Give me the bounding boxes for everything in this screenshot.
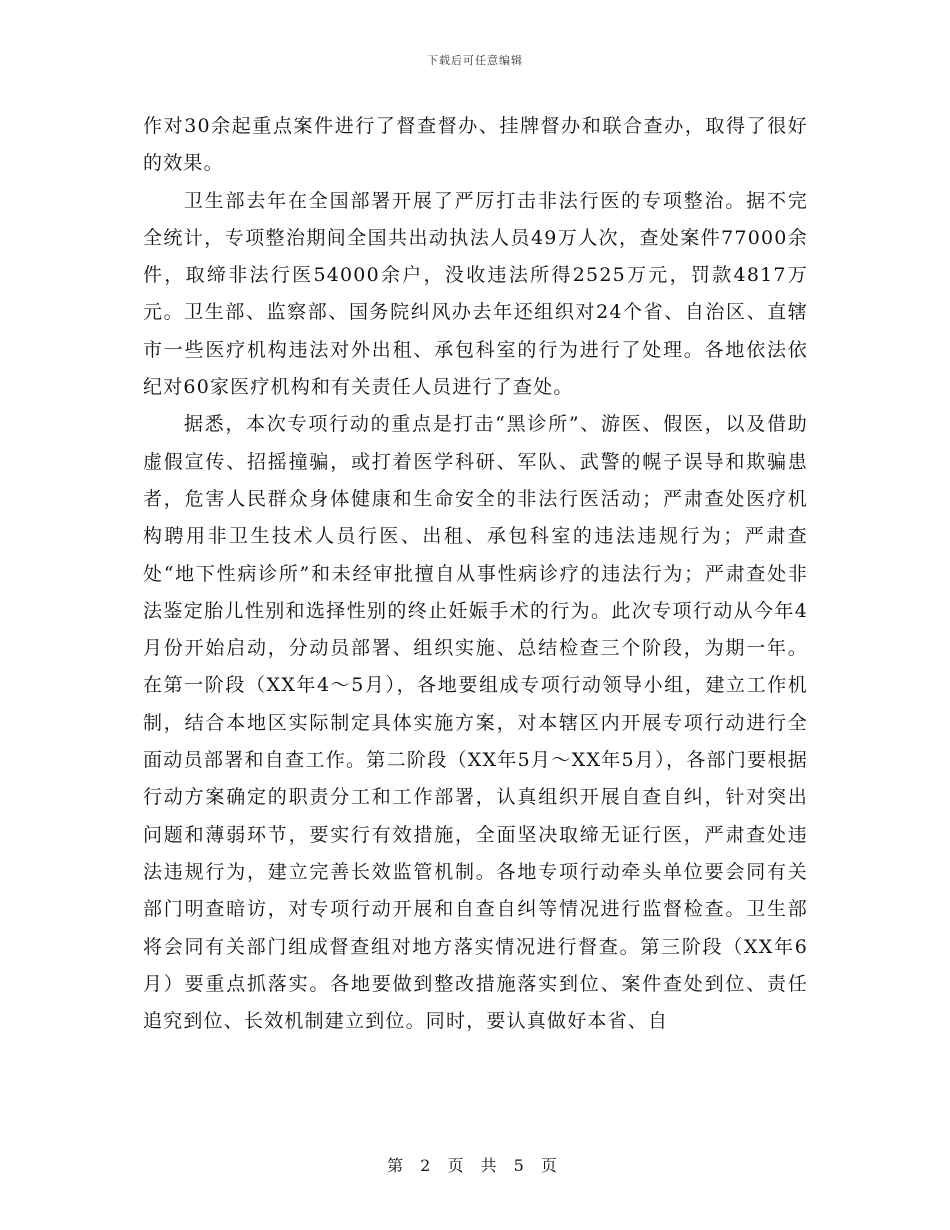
paragraph-continuation: 作对30余起重点案件进行了督查督办、挂牌督办和联合查办，取得了很好的效果。 — [143, 115, 808, 175]
document-body — [143, 108, 808, 1040]
paragraph-statistics: 卫生部去年在全国部署开展了严厉打击非法行医的专项整治。据不完全统计，专项整治期间全国共出动执法人员49万人次，查处案件77000余件，取缔非法行医54000余户，没收违法所得2525万元，罚款4817万元。卫生部、监察部、国务院纠风办去年还组织对24个省、自治区、直辖市一些医疗机构违法对外出租、承包科室的行为进行了处理。各地依法依纪对60家医疗机构和有关责任人员进行了查处。 — [143, 189, 808, 399]
page-header: 下载后可任意编辑 — [427, 54, 523, 67]
paragraph-campaign-details: 据悉，本次专项行动的重点是打击“黑诊所”、游医、假医，以及借助虚假宣传、招摇撞骗，或打着医学科研、军队、武警的幌子误导和欺骗患者，危害人民群众身体健康和生命安全的非法行医活动；严肃查处医疗机构聘用非卫生技术人员行医、出租、承包科室的违法违规行为；严肃查处“地下性病诊所”和未经审批擅自从事性病诊疗的违法行为；严肃查处非法鉴定胎儿性别和选择性别的终止妊娠手术的行为。此次专项行动从今年4月份开始启动，分动员部署、组织实施、总结检查三个阶段，为期一年。在第一阶段（XX年4～5月），各地要组成专项行动领导小组，建立工作机制，结合本地区实际制定具体实施方案，对本辖区内开展专项行动进行全面动员部署和自查工作。第二阶段（XX年5月～XX年5月），各部门要根据行动方案确定的职责分工和工作部署，认真组织开展自查自纠，针对突出问题和薄弱环节，要实行有效措施，全面坚决取缔无证行医，严肃查处违法违规行为，建立完善长效监管机制。各地专项行动牵头单位要会同有关部门明查暗访，对专项行动开展和自查自纠等情况进行监督检查。卫生部将会同有关部门组成督查组对地方落实情况进行督查。第三阶段（XX年6月）要重点抓落实。各地要做到整改措施落实到位、案件查处到位、责任追究到位、长效机制建立到位。同时，要认真做好本省、自 — [143, 413, 808, 1033]
page-number-footer: 第 2 页 共 5 页 — [387, 1156, 563, 1175]
